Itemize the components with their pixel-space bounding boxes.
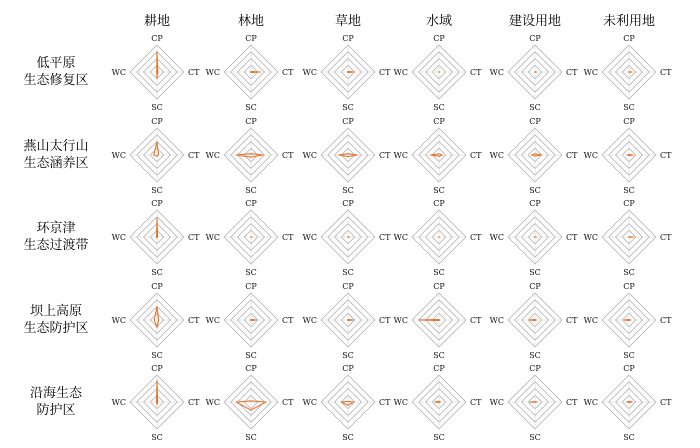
axis-label-cp: CP [342,34,354,43]
axis-label-cp: CP [433,117,445,126]
axis-label-sc: SC [529,351,541,360]
axis-label-wc: WC [302,233,317,242]
axis-label-wc: WC [583,68,598,77]
axis-label-sc: SC [151,433,163,442]
axis-label-cp: CP [433,199,445,208]
axis-label-ct: CT [566,316,578,325]
axis-label-ct: CT [470,316,482,325]
axis-label-wc: WC [302,316,317,325]
column-header-water: 水域 [425,14,452,29]
radar-series-polygon [341,401,353,405]
axis-label-sc: SC [623,433,635,442]
axis-label-ct: CT [379,151,391,160]
axis-label-sc: SC [433,103,445,112]
axis-label-cp: CP [623,282,635,291]
axis-label-sc: SC [245,351,257,360]
axis-label-ct: CT [660,316,672,325]
axis-label-sc: SC [433,351,445,360]
axis-label-wc: WC [205,151,220,160]
axis-label-wc: WC [583,233,598,242]
axis-label-ct: CT [470,68,482,77]
axis-label-ct: CT [282,316,294,325]
axis-label-cp: CP [342,364,354,373]
axis-label-cp: CP [529,282,541,291]
axis-label-cp: CP [151,364,163,373]
axis-label-cp: CP [245,199,257,208]
axis-label-cp: CP [151,282,163,291]
axis-label-sc: SC [623,351,635,360]
radar-series-polygon [439,237,440,238]
axis-label-sc: SC [623,186,635,195]
axis-label-sc: SC [529,103,541,112]
axis-label-wc: WC [111,398,126,407]
axis-label-ct: CT [379,398,391,407]
axis-label-wc: WC [489,398,504,407]
axis-label-cp: CP [245,282,257,291]
radar-series-polygon [439,72,440,73]
radar-series-polygon [627,401,632,402]
axis-label-cp: CP [342,282,354,291]
axis-label-sc: SC [342,351,354,360]
axis-label-sc: SC [151,186,163,195]
axis-label-wc: WC [393,398,408,407]
axis-label-ct: CT [282,233,294,242]
axis-label-ct: CT [282,68,294,77]
row-header-line-1: 环京津 [36,221,76,236]
axis-label-cp: CP [529,117,541,126]
column-header-cropland: 耕地 [143,14,170,29]
radar-series-polygon [236,154,263,158]
radar-series-polygon [624,319,630,320]
axis-label-sc: SC [529,268,541,277]
axis-label-wc: WC [583,316,598,325]
axis-label-cp: CP [342,117,354,126]
radar-series-polygon [348,319,354,320]
axis-label-wc: WC [205,316,220,325]
axis-label-wc: WC [393,151,408,160]
axis-label-sc: SC [433,268,445,277]
axis-label-wc: WC [489,316,504,325]
row-header-line-2: 生态过渡带 [23,238,89,253]
axis-label-cp: CP [151,117,163,126]
axis-label-ct: CT [379,316,391,325]
axis-label-wc: WC [111,151,126,160]
axis-label-ct: CT [566,398,578,407]
axis-label-cp: CP [529,199,541,208]
radar-series-polygon [534,237,536,238]
axis-label-ct: CT [660,68,672,77]
radar-series-polygon [419,319,440,320]
radar-series-polygon [251,237,252,238]
axis-label-ct: CT [282,151,294,160]
axis-label-sc: SC [342,268,354,277]
axis-label-sc: SC [151,268,163,277]
axis-label-sc: SC [245,186,257,195]
row-header-line-2: 生态修复区 [23,73,89,88]
axis-label-ct: CT [470,398,482,407]
axis-label-ct: CT [566,233,578,242]
axis-label-ct: CT [188,151,200,160]
axis-label-cp: CP [245,117,257,126]
axis-label-cp: CP [151,34,163,43]
axis-label-wc: WC [205,68,220,77]
axis-label-sc: SC [151,103,163,112]
axis-label-ct: CT [188,316,200,325]
axis-label-ct: CT [566,68,578,77]
axis-label-wc: WC [489,68,504,77]
axis-label-wc: WC [205,398,220,407]
axis-label-ct: CT [188,233,200,242]
axis-label-sc: SC [623,268,635,277]
axis-label-wc: WC [583,151,598,160]
axis-label-cp: CP [529,364,541,373]
axis-label-ct: CT [470,233,482,242]
row-header-line-1: 燕山太行山 [23,139,89,154]
axis-label-cp: CP [433,364,445,373]
radar-series-polygon [156,380,157,404]
axis-label-wc: WC [393,316,408,325]
column-header-forest: 林地 [237,14,264,29]
row-header-line-1: 低平原 [36,56,76,71]
radar-series-polygon [535,72,537,73]
row-header-line-1: 坝上高原 [29,304,82,319]
radar-series-polygon [529,319,536,320]
row-header-line-2: 生态防护区 [23,321,89,336]
axis-label-cp: CP [151,199,163,208]
axis-label-sc: SC [433,433,445,442]
axis-label-cp: CP [245,364,257,373]
axis-label-wc: WC [205,233,220,242]
axis-label-ct: CT [660,398,672,407]
axis-label-ct: CT [188,398,200,407]
radar-series-polygon [250,71,260,72]
axis-label-wc: WC [302,398,317,407]
axis-label-cp: CP [245,34,257,43]
row-header-line-2: 防护区 [36,403,76,418]
axis-label-cp: CP [623,117,635,126]
axis-label-cp: CP [529,34,541,43]
axis-label-cp: CP [342,199,354,208]
column-header-unused-land: 未利用地 [602,14,655,29]
radar-series-polygon [157,52,158,78]
axis-label-sc: SC [342,103,354,112]
axis-label-sc: SC [342,433,354,442]
axis-label-wc: WC [111,316,126,325]
axis-label-cp: CP [623,34,635,43]
axis-label-wc: WC [111,68,126,77]
axis-label-sc: SC [433,186,445,195]
axis-label-sc: SC [245,433,257,442]
axis-label-ct: CT [660,151,672,160]
axis-label-ct: CT [566,151,578,160]
axis-label-ct: CT [379,68,391,77]
axis-label-sc: SC [529,433,541,442]
row-header-line-1: 沿海生态 [29,386,82,401]
radar-series-polygon [250,319,256,320]
axis-label-cp: CP [433,34,445,43]
axis-label-sc: SC [623,103,635,112]
axis-label-sc: SC [245,103,257,112]
axis-label-sc: SC [342,186,354,195]
axis-label-sc: SC [245,268,257,277]
axis-label-sc: SC [529,186,541,195]
radar-series-polygon [347,71,353,72]
axis-label-cp: CP [623,199,635,208]
axis-label-wc: WC [111,233,126,242]
radar-series-polygon [530,402,538,403]
axis-label-sc: SC [151,351,163,360]
row-header-line-2: 生态涵养区 [23,156,89,171]
axis-label-wc: WC [393,68,408,77]
axis-label-wc: WC [302,68,317,77]
axis-label-wc: WC [489,233,504,242]
axis-label-ct: CT [379,233,391,242]
radar-series-polygon [156,218,157,238]
axis-label-cp: CP [433,282,445,291]
axis-label-ct: CT [282,398,294,407]
axis-label-ct: CT [660,233,672,242]
axis-label-ct: CT [188,68,200,77]
radar-series-polygon [629,237,634,238]
axis-label-cp: CP [623,364,635,373]
radar-series-polygon [435,401,440,403]
radar-series-polygon [629,72,633,73]
axis-label-wc: WC [393,233,408,242]
axis-label-wc: WC [489,151,504,160]
axis-label-ct: CT [470,151,482,160]
radar-series-polygon [348,237,350,238]
radar-series-polygon [627,154,633,155]
axis-label-wc: WC [302,151,317,160]
column-header-grassland: 草地 [334,14,361,29]
column-header-construction-land: 建设用地 [508,14,561,29]
axis-label-wc: WC [583,398,598,407]
